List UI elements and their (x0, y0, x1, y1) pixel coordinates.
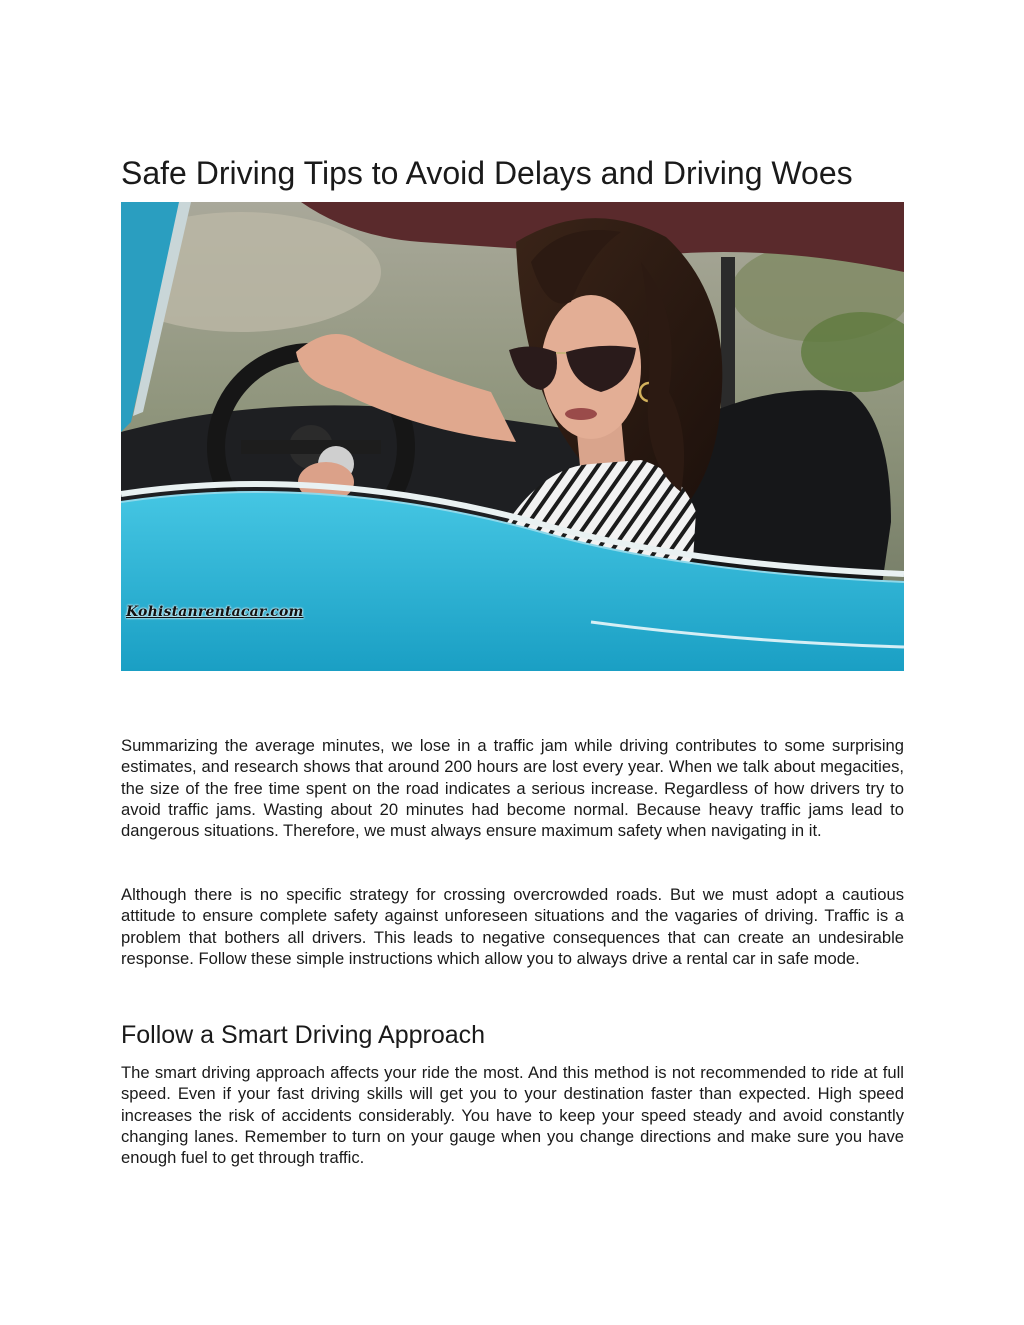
body-paragraph: Although there is no specific strategy for crossing overcrowded roads. But we must adopt a cautious attitude to ensure complete safety against unforeseen situations and the vagaries of driving. Traffic is a problem that bothers all drivers. This leads to negative consequences that can create an undesirable response. Follow these simple instructions which allow you to always drive a rental car in safe mode. (121, 885, 904, 968)
woman-in-car-illustration (121, 202, 904, 671)
intro-paragraph: Summarizing the average minutes, we lose in a traffic jam while driving contributes to some surprising estimates, and research shows that around 200 hours are lost every year. When we talk about megacities, the size of the free time spent on the road indicates a serious increase. Regardless of how drivers try to avoid traffic jams. Wasting about 20 minutes had become normal. Because heavy traffic jams lead to dangerous situations. Therefore, we must always ensure maximum safety when navigating in it. (121, 736, 904, 841)
section-heading: Follow a Smart Driving Approach (121, 1021, 486, 1049)
page-title: Safe Driving Tips to Avoid Delays and Driving Woes (121, 155, 853, 191)
section-paragraph: The smart driving approach affects your ride the most. And this method is not recommended to ride at full speed. Even if your fast driving skills will get you to your destination faster than expected. High speed increases the risk of accidents considerably. You have to keep your speed steady and avoid constantly changing lanes. Remember to turn on your gauge when you change directions and make sure you have enough fuel to get through traffic. (121, 1063, 904, 1168)
hero-image (121, 202, 904, 671)
image-watermark: Kohistanrentacar.com (126, 604, 304, 620)
